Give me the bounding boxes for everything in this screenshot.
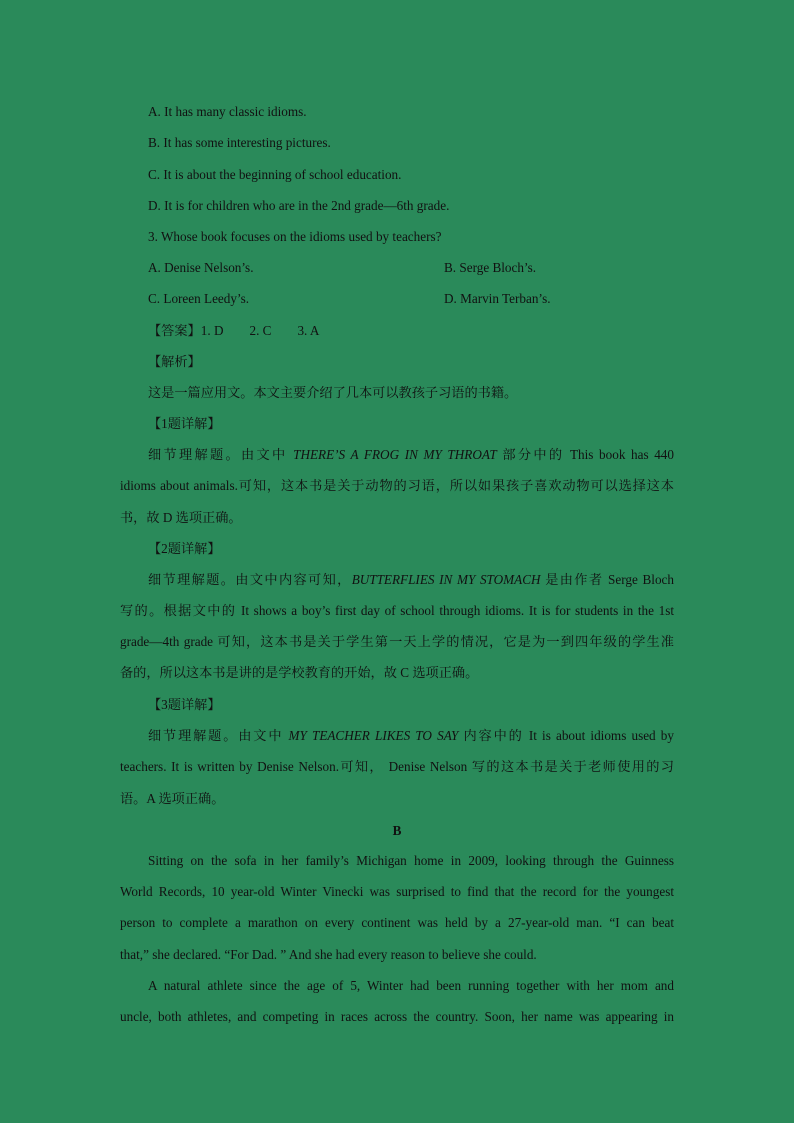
analysis-summary: 这是一篇应用文。本文主要介绍了几本可以教孩子习语的书籍。 [148, 385, 518, 400]
answer-label: 【答案】 [148, 323, 201, 338]
section-b-heading: B [392, 823, 402, 838]
q3-option-c: C. Loreen Leedy’s. [148, 291, 250, 306]
q3-options-row-1 [148, 258, 674, 278]
q2-option-c: C. It is about the beginning of school education. [148, 167, 402, 182]
detail3-line-2: teachers. It is written by Denise Nelson.可知， Denise Nelson 写的这本书是关于老师使用的习 [120, 759, 674, 774]
answer-1: 1. D [200, 323, 224, 338]
detail1-line-3: 书，故 D 选项正确。 [120, 510, 242, 525]
answer-2: 2. C [249, 323, 272, 338]
detail3-line-1: 细节理解题。由文中 MY TEACHER LIKES TO SAY 内容中的 It is about idioms used by [148, 728, 674, 743]
passage-b-p1-line-4: that,” she declared. “For Dad. ” And she had every reason to believe she could. [120, 947, 537, 962]
detail3-line-3: 语。A 选项正确。 [120, 791, 225, 806]
detail2-label: 【2题详解】 [148, 541, 221, 556]
analysis-label: 【解析】 [148, 354, 201, 369]
detail3-label: 【3题详解】 [148, 697, 221, 712]
detail2-line-1: 细节理解题。由文中内容可知，BUTTERFLIES IN MY STOMACH 是由作者 Serge Bloch [148, 572, 675, 587]
passage-b-p1-line-3: person to complete a marathon on every continent was held by a 27-year-old man. “I can beat [120, 915, 674, 930]
answer-3: 3. A [297, 323, 320, 338]
passage-b-p1-line-1: Sitting on the sofa in her family’s Michigan home in 2009, looking through the Guinness [148, 853, 674, 868]
book-title-frog: THERE’S A FROG IN MY THROAT [293, 447, 497, 462]
passage-b-p2-line-2: uncle, both athletes, and competing in races across the country. Soon, her name was appearing in [120, 1009, 674, 1024]
detail1-line-1: 细节理解题。由文中 THERE’S A FROG IN MY THROAT 部分中的 This book has 440 [148, 447, 674, 462]
book-title-butterflies: BUTTERFLIES IN MY STOMACH [351, 572, 541, 587]
passage-b-p2-line-1: A natural athlete since the age of 5, Winter had been running together with her mom and [148, 978, 674, 993]
detail2-line-4: 备的，所以这本书是讲的是学校教育的开始，故 C 选项正确。 [120, 665, 479, 680]
q3-stem: 3. Whose book focuses on the idioms used by teachers? [148, 229, 442, 244]
passage-b-p1-line-2: World Records, 10 year-old Winter Vinecki was surprised to find that the record for the youngest [120, 884, 674, 899]
detail1-label: 【1题详解】 [148, 416, 221, 431]
q3-option-d: D. Marvin Terban’s. [444, 291, 551, 306]
q3-option-b: B. Serge Bloch’s. [444, 260, 537, 275]
q2-option-b: B. It has some interesting pictures. [148, 135, 331, 150]
answer-line [148, 321, 674, 341]
book-title-teacher: MY TEACHER LIKES TO SAY [288, 728, 459, 743]
detail2-line-3: grade—4th grade 可知，这本书是关于学生第一天上学的情况，它是为一到四年级的学生准 [120, 634, 674, 649]
q3-option-a: A. Denise Nelson’s. [148, 260, 254, 275]
detail1-line-2: idioms about animals.可知，这本书是关于动物的习语，所以如果孩子喜欢动物可以选择这本 [120, 478, 674, 493]
detail2-line-2: 写的。根据文中的 It shows a boy’s first day of school through idioms. It is for students in the 1st [120, 603, 674, 618]
q2-option-d: D. It is for children who are in the 2nd grade—6th grade. [148, 198, 450, 213]
q3-options-row-2 [148, 289, 674, 309]
q2-option-a: A. It has many classic idioms. [148, 104, 307, 119]
